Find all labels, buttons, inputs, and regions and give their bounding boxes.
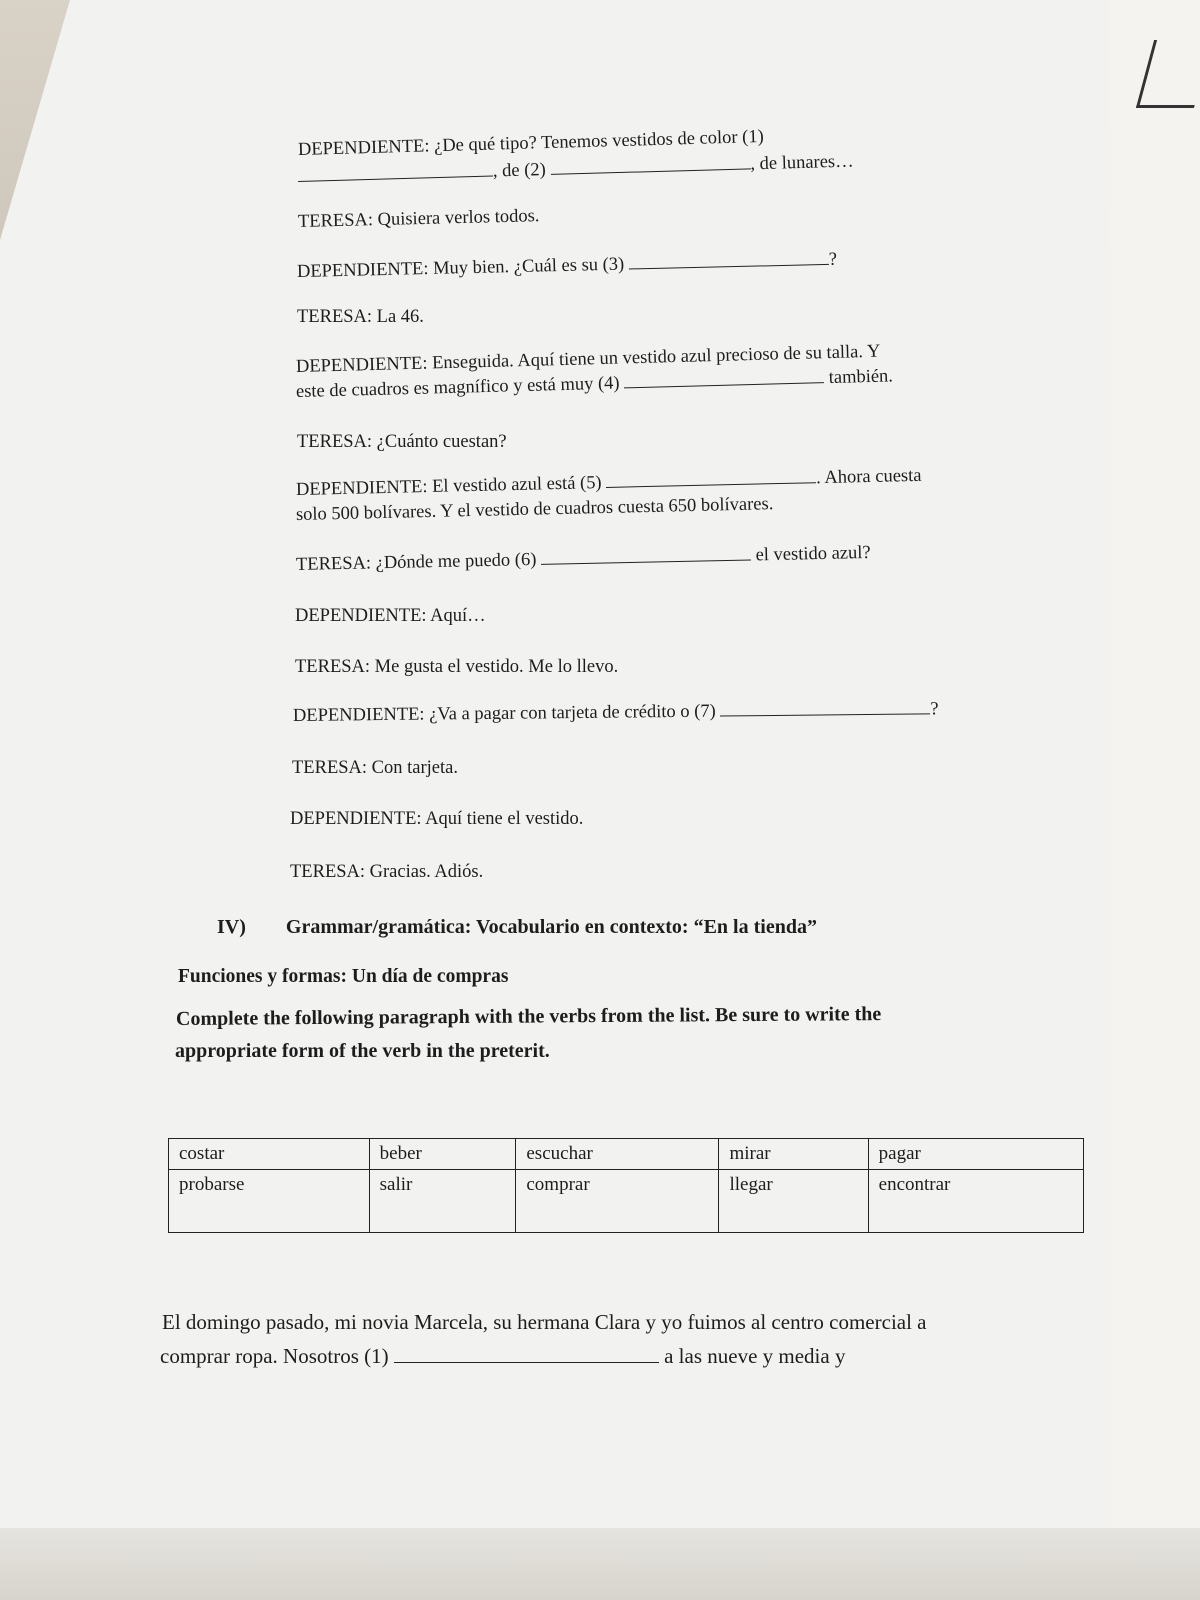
speaker: TERESA: <box>297 307 373 327</box>
answer-blank-4[interactable] <box>624 368 824 388</box>
speaker: DEPENDIENTE: <box>295 477 428 500</box>
paragraph-line: El domingo pasado, mi novia Marcela, su hermana Clara y yo fuimos al centro comercial a <box>162 1310 927 1334</box>
dialogue-line <box>298 206 540 233</box>
paragraph-answer-blank-1[interactable] <box>394 1346 659 1363</box>
dialogue-text: Aquí… <box>430 606 486 626</box>
dialogue-text: Quisiera verlos todos. <box>377 206 540 231</box>
paragraph-line <box>160 1344 845 1369</box>
section-heading <box>217 916 817 939</box>
dialogue-text: el vestido azul? <box>755 542 871 566</box>
verb-cell: probarse <box>169 1170 370 1233</box>
answer-blank-2[interactable] <box>550 154 750 175</box>
dialogue-text: solo 500 bolívares. Y el vestido de cuadros cuesta 650 bolívares. <box>295 494 774 525</box>
dialogue-text: Muy bien. ¿Cuál es su (3) <box>432 254 625 279</box>
speaker: DEPENDIENTE: <box>295 606 427 626</box>
speaker: TERESA: <box>297 210 374 232</box>
dialogue-text: El vestido azul está (5) <box>431 473 602 497</box>
verb-cell: encontrar <box>868 1170 1083 1233</box>
speaker: TERESA: <box>297 432 373 452</box>
verb-cell: costar <box>169 1139 370 1170</box>
speaker: TERESA: <box>290 862 366 882</box>
dialogue-line <box>290 809 583 830</box>
paragraph-text: comprar ropa. Nosotros (1) <box>160 1344 389 1368</box>
dialogue-text: ¿Cuánto cuestan? <box>376 432 507 452</box>
verb-cell: salir <box>369 1170 516 1233</box>
dialogue-text: ¿Dónde me puedo (6) <box>375 549 537 574</box>
dialogue-text: . Ahora cuesta <box>815 465 922 489</box>
dialogue-line <box>296 543 871 576</box>
dialogue-text: ¿De qué tipo? Tenemos vestidos de color (1) <box>433 126 764 157</box>
dialogue-text: ? <box>828 249 838 270</box>
speaker: TERESA: <box>295 657 371 677</box>
dialogue-text: , de lunares… <box>750 151 854 175</box>
verb-cell: comprar <box>516 1170 719 1233</box>
dialogue-text: Gracias. Adiós. <box>369 862 484 882</box>
dialogue-text: Aquí tiene el vestido. <box>425 809 584 829</box>
dialogue-line <box>292 758 458 779</box>
dialogue-text: este de cuadros es magnífico y está muy (4) <box>295 373 620 402</box>
verb-cell: beber <box>369 1139 516 1170</box>
dialogue-text: ? <box>930 699 939 720</box>
speaker: TERESA: <box>292 758 368 778</box>
answer-blank-1[interactable] <box>298 162 493 182</box>
dialogue-line <box>295 657 618 678</box>
speaker: DEPENDIENTE: <box>297 136 430 160</box>
speaker: DEPENDIENTE: <box>290 809 422 829</box>
verb-cell: mirar <box>719 1139 868 1170</box>
verb-cell: escuchar <box>516 1139 719 1170</box>
dialogue-line <box>290 862 483 883</box>
verb-row <box>169 1170 1084 1233</box>
answer-blank-7[interactable] <box>720 699 930 716</box>
section-number: IV) <box>217 916 246 938</box>
section-title: Grammar/gramática: Vocabulario en contexto: “En la tienda” <box>285 916 817 938</box>
verb-list-table <box>168 1138 1084 1233</box>
dialogue-line <box>295 606 486 627</box>
verb-row <box>169 1139 1084 1170</box>
paragraph-text: a las nueve y media y <box>664 1344 846 1368</box>
verb-cell: pagar <box>868 1139 1083 1170</box>
speaker: DEPENDIENTE: <box>296 259 429 282</box>
dialogue-text: también. <box>828 366 894 389</box>
dialogue-line <box>293 699 939 727</box>
verb-cell: llegar <box>719 1170 868 1233</box>
instructions-line: Complete the following paragraph with the verbs from the list. Be sure to write the <box>175 1003 882 1030</box>
answer-blank-6[interactable] <box>541 545 751 564</box>
answer-blank-5[interactable] <box>606 468 816 488</box>
section-subtitle: Funciones y formas: Un día de compras <box>178 966 509 987</box>
speaker: TERESA: <box>295 553 372 575</box>
dialogue-text: Me gusta el vestido. Me lo llevo. <box>374 657 619 677</box>
instructions-line: appropriate form of the verb in the preterit. <box>175 1040 550 1062</box>
dialogue-text: La 46. <box>376 307 424 327</box>
dialogue-line <box>296 466 922 501</box>
dialogue-text: , de (2) <box>492 160 547 182</box>
dialogue-line <box>297 307 424 328</box>
speaker: DEPENDIENTE: <box>292 704 425 726</box>
dialogue-text: Enseguida. Aquí tiene un vestido azul precioso de su talla. Y <box>431 341 881 374</box>
dialogue-text: ¿Va a pagar con tarjeta de crédito o (7) <box>429 701 716 725</box>
dialogue-text: Con tarjeta. <box>371 758 458 778</box>
dialogue-line <box>297 250 837 283</box>
speaker: DEPENDIENTE: <box>295 353 428 377</box>
dialogue-line <box>297 432 507 453</box>
answer-blank-3[interactable] <box>629 250 829 270</box>
